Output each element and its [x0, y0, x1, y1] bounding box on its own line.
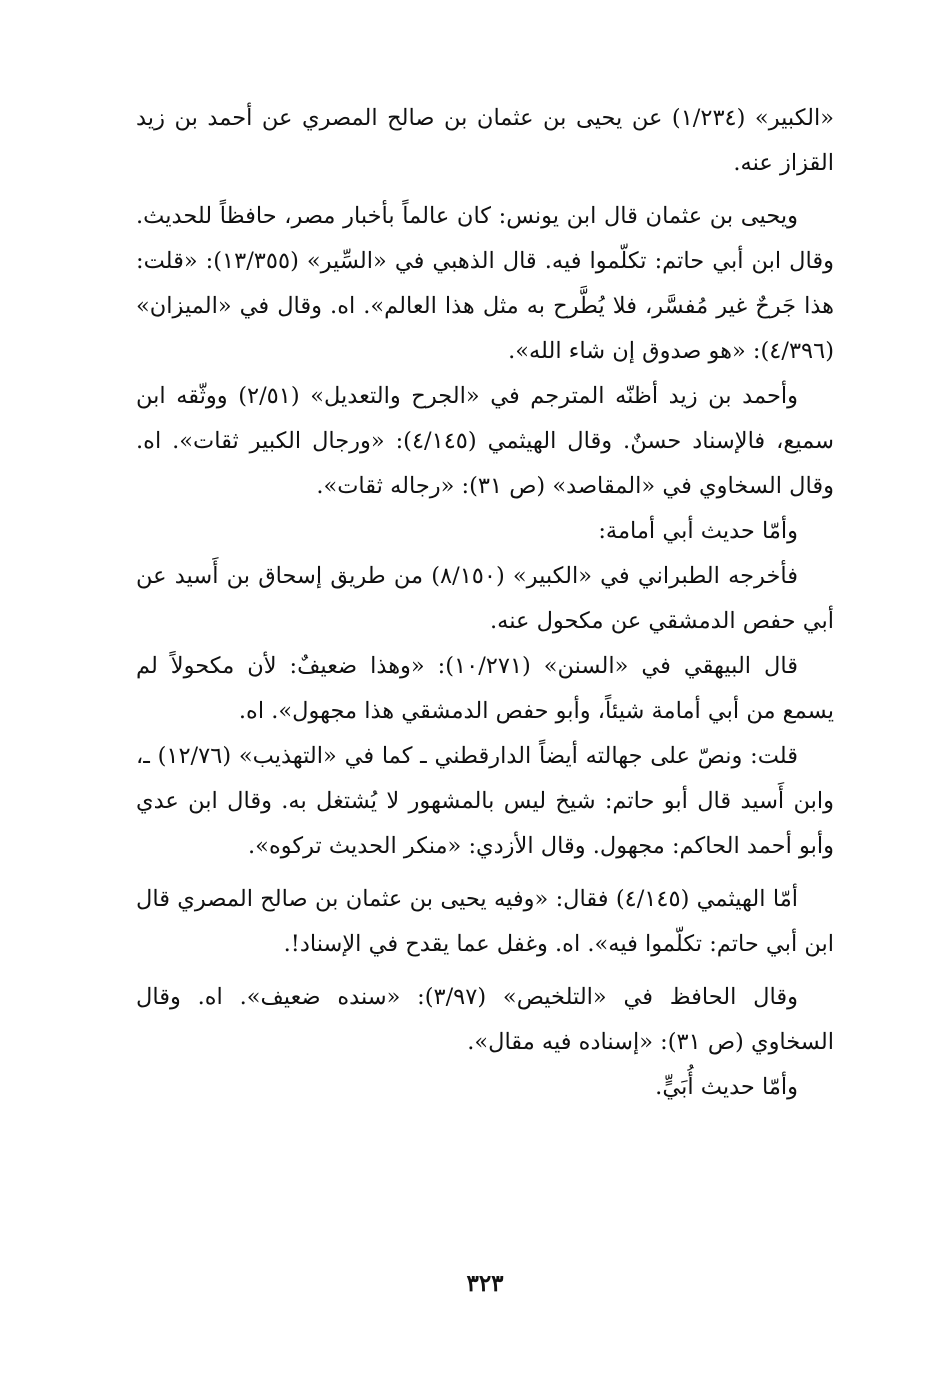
paragraph-8: أمّا الهيثمي (٤/١٤٥) فقال: «وفيه يحيى بن عثمان بن صالح المصري قال ابن أبي حاتم: تكلّموا فيه». اه. وغفل عما يقدح في الإسناد!. [136, 886, 834, 957]
paragraph-6: قال البيهقي في «السنن» (١٠/٢٧١): «وهذا ضعيفٌ: لأن مكحولاً لم يسمع من أبي أمامة شيئاً، وأبو حفص الدمشقي هذا مجهول». اه. [136, 653, 834, 724]
paragraph-5: فأخرجه الطبراني في «الكبير» (٨/١٥٠) من طريق إسحاق بن أَسيد عن أبي حفص الدمشقي عن مكحول عنه. [136, 563, 834, 634]
paragraph-2: ويحيى بن عثمان قال ابن يونس: كان عالماً بأخبار مصر، حافظاً للحديث. وقال ابن أبي حاتم: تكلّموا فيه. قال الذهبي في «السِّير» (١٣/٣٥٥): «قلت: هذا جَرحٌ غير مُفسَّر، فلا يُطَّرح به مثل هذا العالم». اه. وقال في «الميزان» (٤/٣٩٦): «هو صدوق إن شاء الله». [136, 203, 834, 364]
paragraph-10-heading: وأمّا حديث أُبَيٍّ. [655, 1074, 798, 1100]
paragraph-9: وقال الحافظ في «التلخيص» (٣/٩٧): «سنده ضعيف». اه. وقال السخاوي (ص ٣١): «إسناده فيه مقال». [136, 984, 834, 1055]
paragraph-3: وأحمد بن زيد أظنّه المترجم في «الجرح والتعديل» (٢/٥١) ووثّقه ابن سميع، فالإسناد حسنٌ. وقال الهيثمي (٤/١٤٥): «ورجال الكبير ثقات». اه. وقال السخاوي في «المقاصد» (ص ٣١): «رجاله ثقات». [136, 383, 834, 499]
document-page [136, 96, 834, 1306]
paragraph-4-heading: وأمّا حديث أبي أمامة: [598, 518, 798, 544]
paragraph-1: «الكبير» (١/٢٣٤) عن يحيى بن عثمان بن صالح المصري عن أحمد بن زيد القزاز عنه. [136, 105, 834, 176]
paragraph-7: قلت: ونصّ على جهالته أيضاً الدارقطني ـ كما في «التهذيب» (١٢/٧٦) ـ، وابن أَسيد قال أبو حاتم: شيخ ليس بالمشهور لا يُشتغل به. وقال ابن عدي وأبو أحمد الحاكم: مجهول. وقال الأزدي: «منكر الحديث تركوه». [136, 743, 834, 859]
page-number: ٣٢٣ [466, 1270, 504, 1297]
